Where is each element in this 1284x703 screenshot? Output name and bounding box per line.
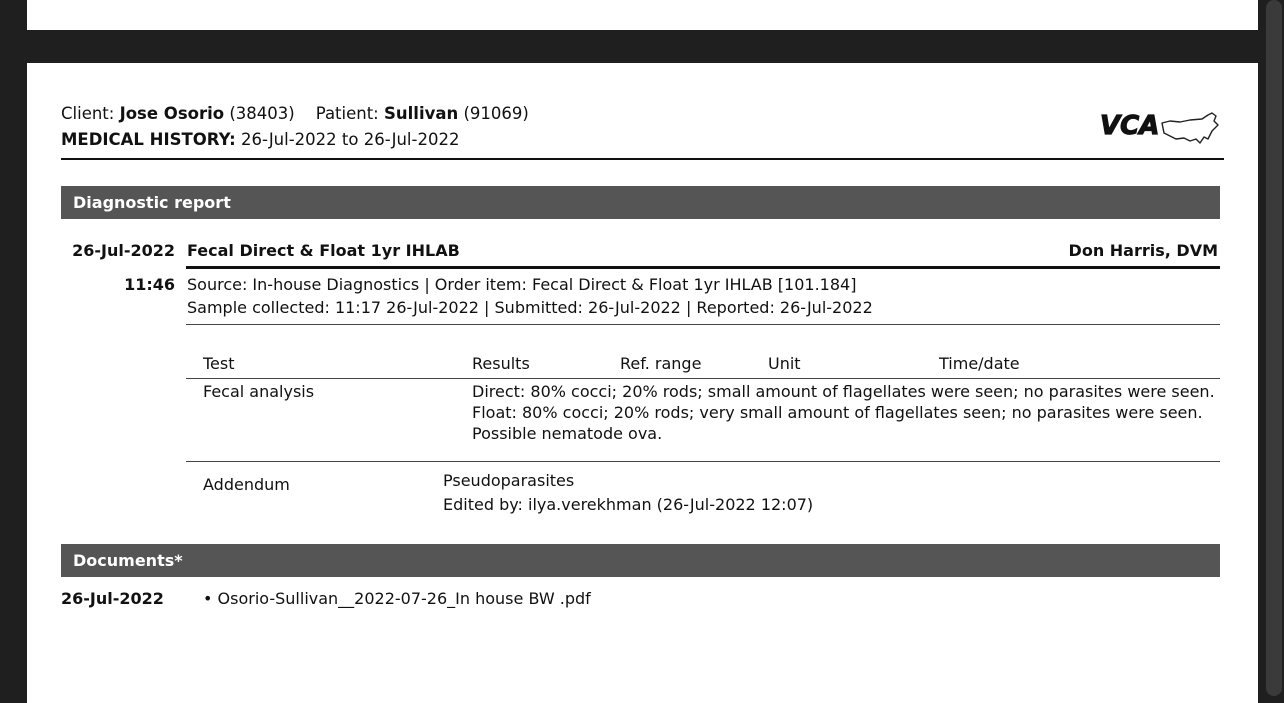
vca-logo xyxy=(1100,109,1220,153)
document-file-link[interactable]: Osorio-Sullivan__2022-07-26_In house BW .pdf xyxy=(217,589,591,608)
documents-header: Documents* xyxy=(61,544,1220,577)
document-page xyxy=(27,63,1258,703)
client-label: Client: xyxy=(61,104,115,123)
bullet-icon: • xyxy=(203,589,213,608)
row-test-name: Fecal analysis xyxy=(203,382,315,401)
row-result-line-2: Float: 80% cocci; 20% rods; very small amount of flagellates seen; no parasites were seen. xyxy=(472,403,1203,422)
patient-label: Patient: xyxy=(315,104,379,123)
history-label: MEDICAL HISTORY: xyxy=(61,130,236,149)
client-name: Jose Osorio xyxy=(119,104,225,123)
header-divider xyxy=(61,158,1224,160)
col-results: Results xyxy=(472,354,530,373)
report-source-line: Source: In-house Diagnostics | Order item: Fecal Direct & Float 1yr IHLAB [101.184] xyxy=(187,275,857,294)
patient-id: (91069) xyxy=(463,104,529,123)
report-date: 26-Jul-2022 xyxy=(72,241,175,260)
document-date: 26-Jul-2022 xyxy=(61,589,164,608)
report-test-name: Fecal Direct & Float 1yr IHLAB xyxy=(187,241,460,260)
history-range: 26-Jul-2022 to 26-Jul-2022 xyxy=(240,130,460,149)
diagnostic-report-header: Diagnostic report xyxy=(61,186,1220,219)
addendum-edited: Edited by: ilya.verekhman (26-Jul-2022 12:07) xyxy=(443,495,814,514)
scrollbar-track[interactable] xyxy=(1258,0,1284,696)
logo-text: VCA xyxy=(1100,111,1160,141)
row-result-line-1: Direct: 80% cocci; 20% rods; small amount of flagellates were seen; no parasites were seen. xyxy=(472,382,1215,401)
client-patient-line xyxy=(61,104,529,124)
addendum-text: Pseudoparasites xyxy=(443,471,575,490)
row-result-line-3: Possible nematode ova. xyxy=(472,424,663,443)
col-ref-range: Ref. range xyxy=(620,354,702,373)
report-doctor: Don Harris, DVM xyxy=(1068,241,1218,260)
test-title-divider xyxy=(186,266,1220,269)
report-sample-line: Sample collected: 11:17 26-Jul-2022 | Submitted: 26-Jul-2022 | Reported: 26-Jul-2022 xyxy=(187,298,873,317)
previous-page xyxy=(27,0,1258,30)
medical-history-line xyxy=(61,130,459,150)
scrollbar-thumb[interactable] xyxy=(1266,0,1282,696)
patient-name: Sullivan xyxy=(384,104,459,123)
addendum-label: Addendum xyxy=(203,475,290,494)
col-test: Test xyxy=(203,354,235,373)
col-unit: Unit xyxy=(768,354,801,373)
col-time-date: Time/date xyxy=(939,354,1020,373)
addendum-divider xyxy=(186,461,1220,462)
client-id: (38403) xyxy=(229,104,295,123)
document-item[interactable] xyxy=(203,589,591,609)
report-time: 11:46 xyxy=(124,275,175,294)
table-header-divider xyxy=(186,378,1220,379)
meta-divider xyxy=(186,324,1220,325)
